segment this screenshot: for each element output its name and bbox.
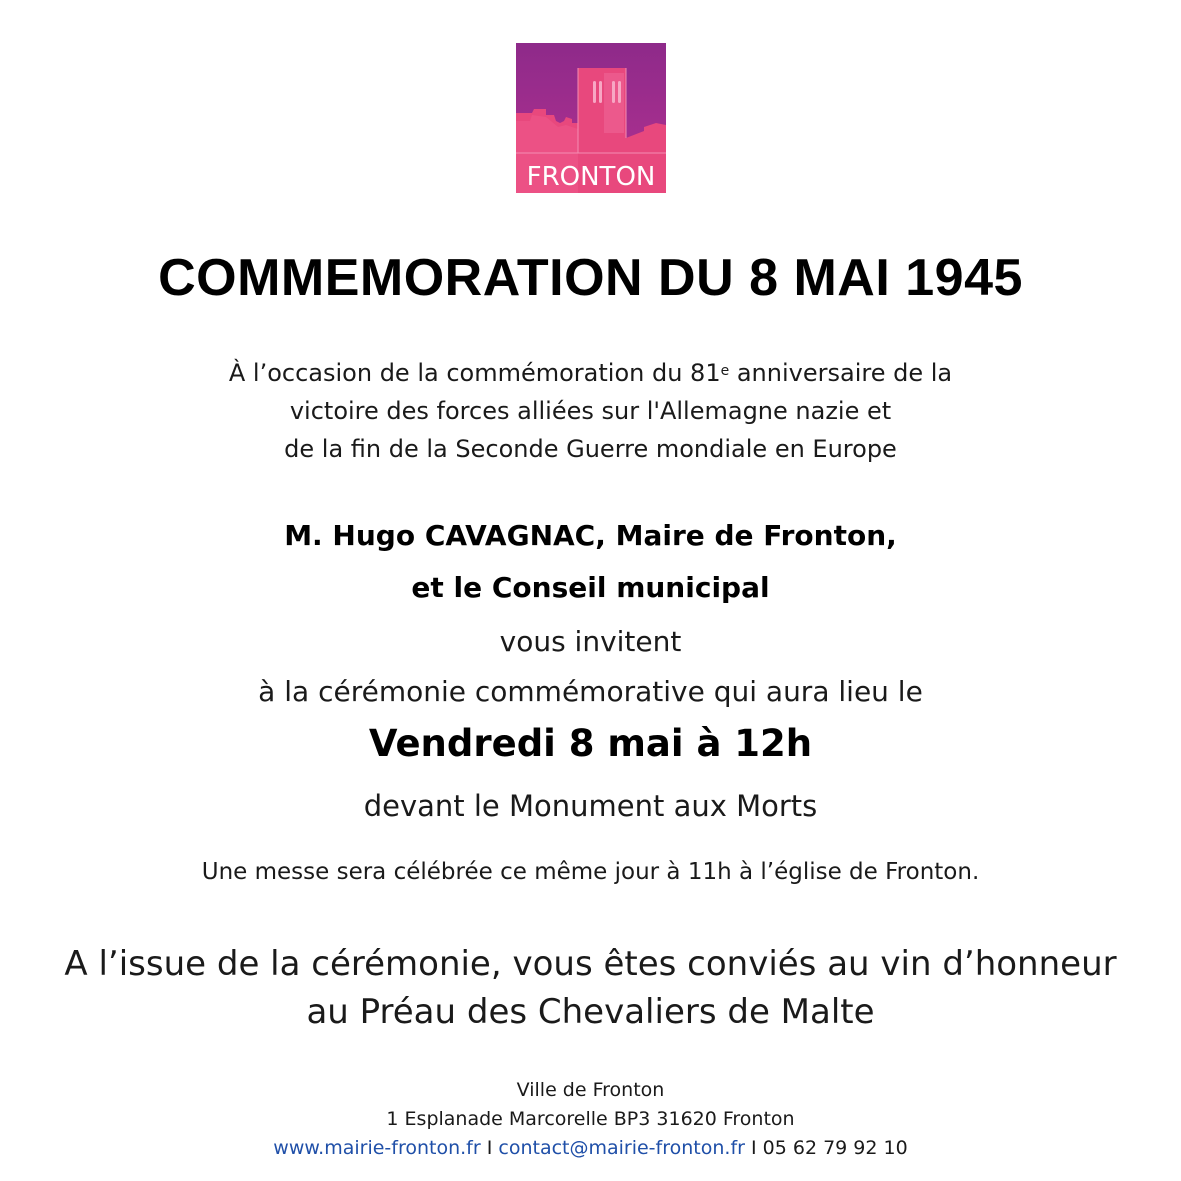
fronton-logo	[516, 43, 666, 193]
event-date: Vendredi 8 mai à 12h	[368, 722, 813, 765]
logo-text: FRONTON	[526, 162, 656, 192]
intro-line-2: victoire des forces alliées sur l'Allemagne nazie et	[289, 397, 892, 425]
mass-notice: Une messe sera célébrée ce même jour à 11h à l’église de Fronton.	[201, 859, 980, 885]
invite-line-1: vous invitent	[499, 625, 682, 658]
intro-line-1: À l’occasion de la commémoration du 81e anniversaire de la	[228, 359, 953, 387]
phone-number: 05 62 79 92 10	[762, 1137, 908, 1159]
website-link[interactable]: www.mairie-fronton.fr	[273, 1137, 481, 1159]
hosts-line-2: et le Conseil municipal	[411, 571, 770, 604]
reception-notice	[0, 940, 1181, 1036]
event-place: devant le Monument aux Morts	[363, 789, 818, 823]
footer-contacts	[0, 1134, 1181, 1163]
footer-city: Ville de Fronton	[516, 1079, 665, 1101]
intro-line-3: de la fin de la Seconde Guerre mondiale en Europe	[284, 435, 897, 463]
invite-line-2: à la cérémonie commémorative qui aura lieu le	[258, 675, 923, 708]
reception-line-2: au Préau des Chevaliers de Malte	[306, 992, 875, 1032]
separator: I	[480, 1137, 499, 1159]
intro-text	[0, 354, 1181, 468]
page-title: COMMEMORATION DU 8 MAI 1945	[158, 249, 1023, 307]
invitation	[0, 617, 1181, 717]
reception-line-1: A l’issue de la cérémonie, vous êtes conviés au vin d’honneur	[64, 944, 1117, 984]
hosts-line-1: M. Hugo CAVAGNAC, Maire de Fronton,	[284, 519, 897, 552]
footer	[0, 1076, 1181, 1163]
email-link[interactable]: contact@mairie-fronton.fr	[498, 1137, 745, 1159]
footer-address: 1 Esplanade Marcorelle BP3 31620 Fronton	[386, 1108, 795, 1130]
hosts	[0, 510, 1181, 614]
separator: I	[744, 1137, 763, 1159]
